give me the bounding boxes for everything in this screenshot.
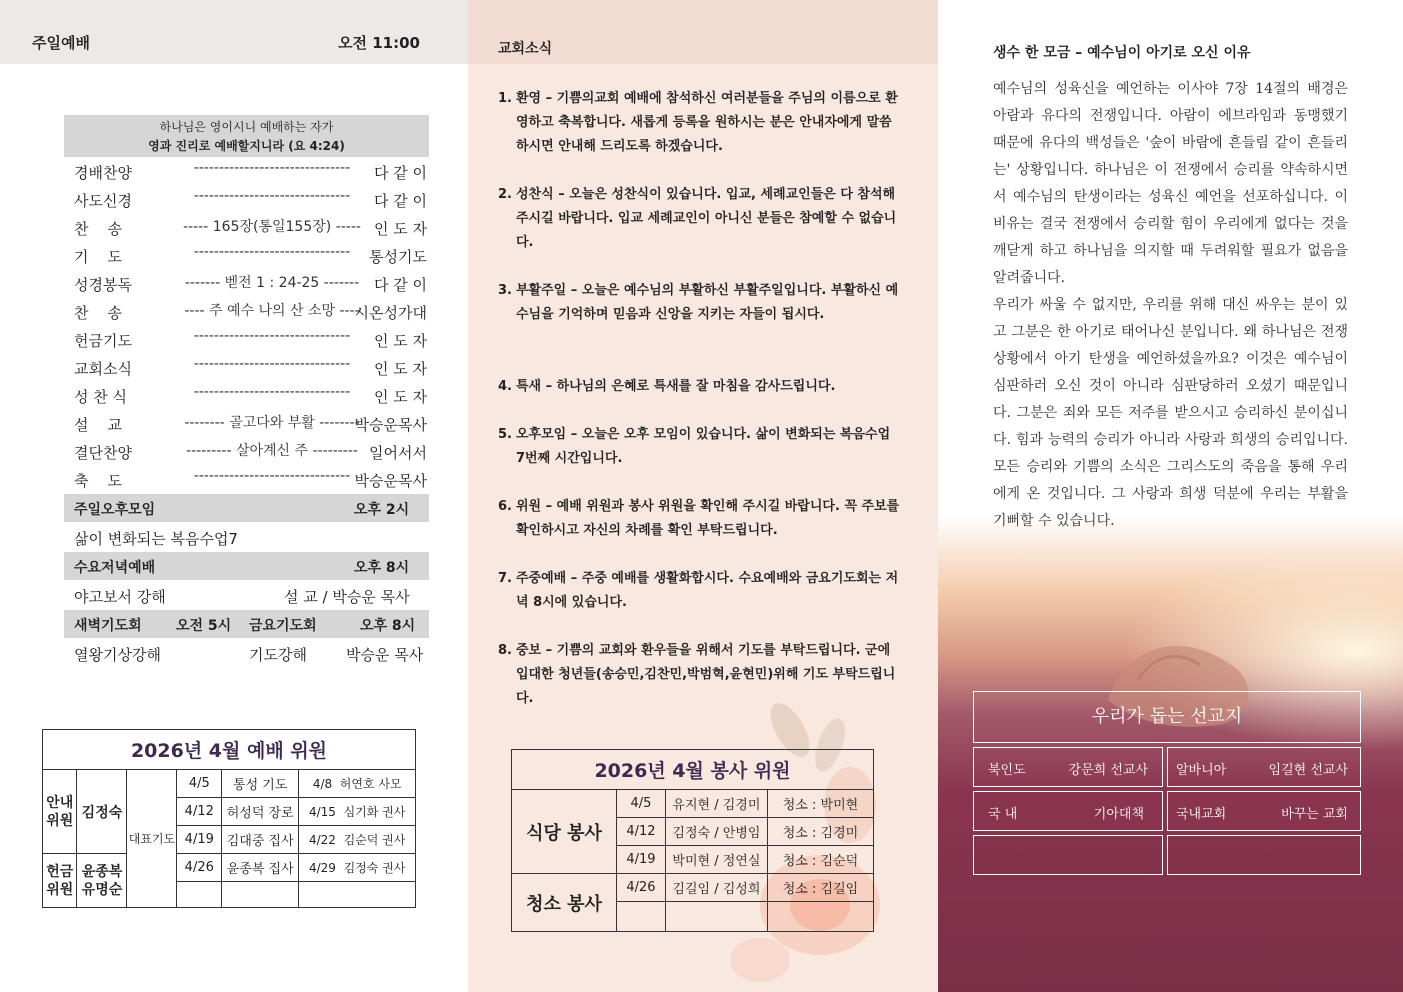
news-num: 5.	[498, 427, 512, 442]
order-detail: -------------------------------	[193, 356, 351, 372]
order-item	[64, 270, 429, 298]
mission-box-empty	[1167, 835, 1361, 875]
prayer-meetings-row	[64, 639, 429, 667]
prayer-date: 4/26	[177, 854, 222, 882]
order-item	[64, 354, 429, 382]
mission-who: 임길현 선교사	[1268, 763, 1348, 778]
service-roles-table	[511, 749, 874, 932]
news-num: 3.	[498, 283, 512, 298]
service-date: 4/12	[617, 818, 666, 846]
order-item	[64, 158, 429, 186]
essay-paragraph-2: 우리가 싸울 수 없지만, 우리를 위해 대신 싸우는 분이 있고 그분은 한 아기로 태어나신 분입니다. 왜 하나님은 전쟁 상황에서 아기 탄생을 예언하셨을까요? 이것은 예수님이 심판하러 오신 것이 아니라 심판당하러 오셨기 때문입니다. 그분은 죄와 모든 저주를 받으시고 승리하신 분이십니다. 힘과 능력의 승리가 아니라 사랑과 희생의 승리입니다. 모든 승리와 기쁨의 소식은 그리스도의 죽음을 통해 우리에게 온 것입니다. 그 사랑과 희생 덕분에 우리는 부활을 기뻐할 수 있습니다.	[993, 297, 1348, 529]
mission-place: 국 내	[988, 807, 1018, 822]
essay-paragraph-1: 예수님의 성육신을 예언하는 이사야 7장 14절의 배경은 아람과 유다의 전쟁입니다. 아람이 에브라임과 동맹했기 때문에 유다의 백성들은 '숲이 바람에 흔들림 같이 흔들리는' 상황입니다. 하나님은 이 전쟁에서 승리를 약속하시면서 예수님의 탄생이라는 성육신 예언을 선포하십니다. 이 비유는 결국 전쟁에서 승리할 힘이 우리에게 없다는 것을 깨닫게 하고 하나님을 의지할 때 두려워할 필요가 없음을 알려줍니다.	[993, 81, 1348, 286]
order-detail: ----- 165장(통일155장) -----	[183, 219, 361, 235]
order-name: 성경봉독	[74, 276, 132, 294]
prayer-wed	[299, 770, 416, 798]
order-item	[64, 298, 429, 326]
kitchen-names: 유지현 / 김경미	[665, 790, 767, 818]
order-leader: 통성기도	[369, 248, 427, 266]
order-name: 교회소식	[74, 360, 132, 378]
mission-who: 강문희 선교사	[1068, 763, 1148, 778]
usher-name: 김정숙	[77, 770, 127, 854]
news-item	[498, 639, 903, 711]
news-item	[498, 87, 903, 159]
prayer-leader: 김대중 집사	[222, 826, 299, 854]
order-name: 성 찬 식	[74, 388, 128, 406]
offering-name-2: 유명순	[81, 881, 123, 898]
prayer-label: 대표기도	[127, 770, 177, 908]
dawn-time: 오전 5시	[176, 618, 232, 634]
dawn-label: 새벽기도회	[74, 618, 142, 634]
offering-label	[43, 854, 77, 908]
news-text: 오후모임 – 오늘은 오후 모임이 있습니다. 삶이 변화되는 복음수업 7번째 시간입니다.	[516, 427, 891, 466]
afternoon-meeting-header	[64, 494, 429, 522]
prayer-wed	[299, 826, 416, 854]
news-item	[498, 183, 903, 255]
mission-box	[1167, 747, 1361, 787]
order-name: 축 도	[74, 472, 123, 490]
order-leader: 인 도 자	[373, 360, 427, 378]
news-text: 중보 – 기쁨의 교회와 환우들을 위해서 기도를 부탁드립니다. 군에 입대한 청년들(송승민,김찬민,박범혁,윤현민)위해 기도 부탁드립니다.	[516, 643, 896, 706]
prayer-wed-date: 4/22	[308, 833, 336, 847]
prayer-wed-date: 4/15	[308, 805, 336, 819]
news-num: 4.	[498, 379, 512, 394]
dawn-desc: 열왕기상강해	[74, 646, 161, 664]
news-text: 성찬식 – 오늘은 성찬식이 있습니다. 입교, 세례교인들은 다 참석해 주시길 바랍니다. 입교 세례교인이 아니신 분들은 참예할 수 없습니다.	[516, 187, 897, 250]
worship-roles-table	[42, 729, 416, 908]
order-name: 사도신경	[74, 192, 132, 210]
usher-label	[43, 770, 77, 854]
order-leader: 박승운목사	[354, 416, 427, 434]
empty-cell	[767, 902, 873, 932]
wed-time: 오후 8시	[354, 560, 410, 576]
order-leader: 다 같 이	[373, 192, 427, 210]
essay-title: 생수 한 모금 – 예수님이 아기로 오신 이유	[993, 45, 1251, 61]
afternoon-time: 오후 2시	[354, 502, 410, 518]
usher-label-2: 위원	[46, 812, 74, 829]
kitchen-names: 박미현 / 정연실	[665, 846, 767, 874]
mission-box	[973, 747, 1163, 787]
clean-names: 청소 : 김경미	[767, 818, 873, 846]
prayer-meetings-header	[64, 610, 429, 638]
order-leader: 박승운목사	[354, 472, 427, 490]
empty-cell	[177, 882, 222, 908]
usher-label-1: 안내	[46, 794, 74, 811]
service-date: 4/5	[617, 790, 666, 818]
prayer-date: 4/12	[177, 798, 222, 826]
clean-names: 청소 : 김순덕	[767, 846, 873, 874]
verse-line-1: 하나님은 영이시니 예배하는 자가	[159, 120, 334, 134]
order-leader: 일어서서	[369, 444, 427, 462]
wed-desc: 야고보서 강해	[74, 588, 166, 606]
order-item	[64, 382, 429, 410]
prayer-wed-date: 4/8	[312, 777, 333, 791]
order-detail: -------------------------------	[193, 188, 351, 204]
offering-label-1: 헌금	[46, 863, 74, 880]
news-item	[498, 375, 903, 399]
prayer-preacher: 박승운 목사	[346, 646, 424, 664]
order-name: 결단찬양	[74, 444, 132, 462]
offering-name-1: 윤종복	[81, 863, 123, 880]
prayer-wed-leader: 김순덕 권사	[343, 833, 406, 847]
friday-time: 오후 8시	[360, 618, 416, 634]
prayer-wed-leader: 김정숙 권사	[343, 861, 406, 875]
essay-body	[993, 76, 1348, 535]
news-text: 특새 – 하나님의 은혜로 특새를 잘 마침을 감사드립니다.	[516, 379, 836, 394]
roles-title: 2026년 4월 예배 위원	[43, 730, 416, 770]
order-name: 설 교	[74, 416, 123, 434]
prayer-leader: 통성 기도	[222, 770, 299, 798]
news-title: 교회소식	[498, 41, 553, 57]
mission-place: 알바니아	[1176, 763, 1227, 778]
mission-place: 북인도	[988, 763, 1026, 778]
news-text: 위원 – 예배 위원과 봉사 위원을 확인해 주시길 바랍니다. 꼭 주보를 확인하시고 자신의 차례를 확인 부탁드립니다.	[516, 499, 900, 538]
empty-cell	[617, 902, 666, 932]
order-detail: -------------------------------	[193, 384, 351, 400]
order-item	[64, 410, 429, 438]
order-detail: --------- 살아계신 주 ---------	[186, 443, 358, 459]
news-text: 환영 – 기쁨의교회 예배에 참석하신 여러분들을 주님의 이름으로 환영하고 축복합니다. 새롭게 등록을 원하시는 분은 안내자에게 말씀하시면 안내해 드리도록 하겠습니다.	[516, 91, 898, 154]
prayer-wed-leader: 심기화 권사	[343, 805, 406, 819]
mission-title: 우리가 돕는 선교지	[973, 691, 1361, 743]
wed-label: 수요저녁예배	[74, 560, 156, 576]
prayer-date: 4/5	[177, 770, 222, 798]
order-name: 경배찬양	[74, 164, 132, 182]
service-date: 4/26	[617, 874, 666, 902]
order-detail: -------------------------------	[193, 328, 351, 344]
scripture-verse-box	[64, 115, 429, 157]
mission-box	[973, 791, 1163, 831]
order-detail: -------- 골고다와 부활 --------	[184, 415, 360, 431]
order-leader: 인 도 자	[373, 388, 427, 406]
order-item	[64, 326, 429, 354]
order-leader: 다 같 이	[373, 164, 427, 182]
offering-names	[77, 854, 127, 908]
news-item	[498, 567, 903, 615]
news-num: 6.	[498, 499, 512, 514]
news-num: 1.	[498, 91, 512, 106]
news-item	[498, 423, 903, 471]
empty-cell	[665, 902, 767, 932]
news-num: 7.	[498, 571, 512, 586]
order-detail: ---- 주 예수 나의 산 소망 ----	[184, 303, 360, 319]
wednesday-service-row	[64, 581, 429, 609]
offering-label-2: 위원	[46, 881, 74, 898]
order-item	[64, 186, 429, 214]
prayer-date: 4/19	[177, 826, 222, 854]
order-name: 찬 송	[74, 304, 123, 322]
order-item	[64, 438, 429, 466]
prayer-wed-date: 4/29	[308, 861, 336, 875]
mission-who: 기아대책	[1093, 807, 1144, 822]
order-detail: -------------------------------	[193, 468, 351, 484]
order-name: 기 도	[74, 248, 123, 266]
news-item	[498, 279, 903, 327]
worship-title: 주일예배	[32, 34, 90, 52]
news-text: 부활주일 – 오늘은 예수님의 부활하신 부활주일입니다. 부활하신 예수님을 기억하며 믿음과 신앙을 지키는 자들이 됩시다.	[516, 283, 899, 322]
mission-box-empty	[973, 835, 1163, 875]
prayer-wed	[299, 854, 416, 882]
wed-preacher: 설 교 / 박승운 목사	[284, 588, 410, 606]
clean-names: 청소 : 박미현	[767, 790, 873, 818]
verse-line-2: 영과 진리로 예배할지니라 (요 4:24)	[148, 139, 345, 153]
empty-cell	[222, 882, 299, 908]
kitchen-names: 김길임 / 김성희	[665, 874, 767, 902]
order-name: 헌금기도	[74, 332, 132, 350]
afternoon-desc: 삶이 변화되는 복음수업7	[74, 530, 238, 548]
prayer-wed	[299, 798, 416, 826]
kitchen-names: 김정숙 / 안병임	[665, 818, 767, 846]
order-leader: 인 도 자	[373, 220, 427, 238]
mission-box	[1167, 791, 1361, 831]
order-item	[64, 466, 429, 494]
order-leader: 인 도 자	[373, 332, 427, 350]
order-detail: -------------------------------	[193, 244, 351, 260]
order-detail: ------- 벧전 1 : 24-25 -------	[184, 275, 360, 291]
news-num: 8.	[498, 643, 512, 658]
service-date: 4/19	[617, 846, 666, 874]
prayer-leader: 허성덕 장로	[222, 798, 299, 826]
wednesday-service-header	[64, 552, 429, 580]
friday-desc: 기도강해	[249, 646, 307, 664]
order-detail: -------------------------------	[193, 160, 351, 176]
clean-names: 청소 : 김길임	[767, 874, 873, 902]
worship-time: 오전 11:00	[338, 34, 420, 52]
prayer-wed-leader: 허연호 사모	[339, 777, 402, 791]
prayer-leader: 윤종복 집사	[222, 854, 299, 882]
order-leader: 시온성가대	[354, 304, 427, 322]
kitchen-label: 식당 봉사	[512, 790, 617, 874]
afternoon-label: 주일오후모임	[74, 502, 156, 518]
cleaning-label: 청소 봉사	[512, 874, 617, 932]
order-leader: 다 같 이	[373, 276, 427, 294]
mission-place: 국내교회	[1176, 807, 1227, 822]
order-name: 찬 송	[74, 220, 123, 238]
friday-label: 금요기도회	[249, 618, 317, 634]
empty-cell	[299, 882, 416, 908]
service-title: 2026년 4월 봉사 위원	[512, 750, 874, 790]
news-item	[498, 495, 903, 543]
order-item	[64, 242, 429, 270]
news-num: 2.	[498, 187, 512, 202]
afternoon-meeting-row	[64, 523, 429, 551]
news-text: 주중예배 – 주중 예배를 생활화합시다. 수요예배와 금요기도회는 저녁 8시에 있습니다.	[516, 571, 899, 610]
order-item	[64, 214, 429, 242]
mission-who: 바꾸는 교회	[1281, 807, 1348, 822]
